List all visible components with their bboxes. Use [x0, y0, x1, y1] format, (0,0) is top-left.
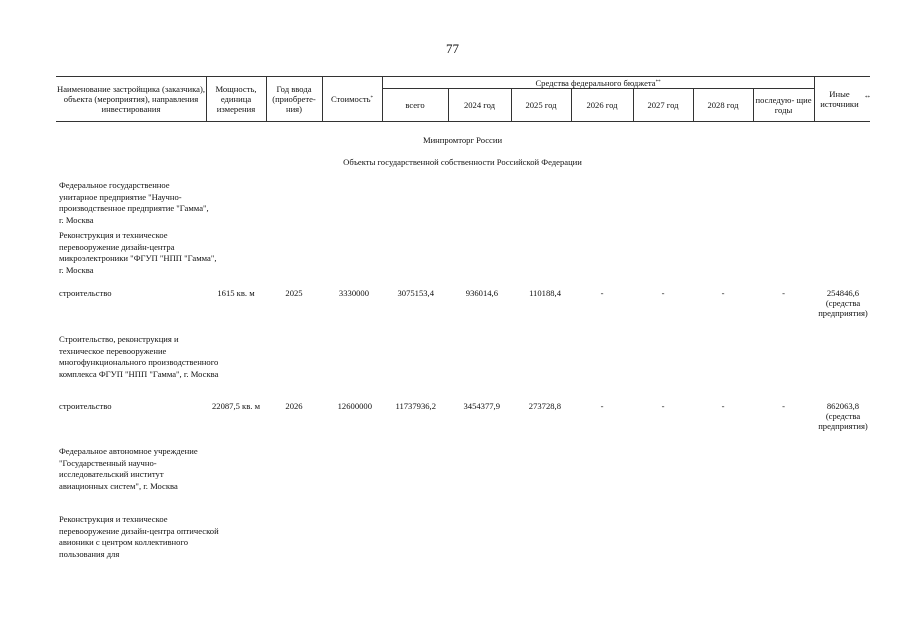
header-year: Год ввода (приобрете- ния) — [272, 84, 316, 114]
header-2024: 2024 год — [463, 100, 496, 110]
row-capacity: 22087,5 кв. м — [211, 401, 261, 411]
row-2028: - — [721, 288, 725, 298]
other-note: (средства предприятия) — [818, 411, 868, 431]
header-2028: 2028 год — [707, 100, 739, 110]
page-number: 77 — [446, 41, 459, 56]
row-2026: - — [600, 401, 604, 411]
row-2027: - — [661, 288, 665, 298]
row-2025: 273728,8 — [528, 401, 561, 411]
row-label: строительство — [59, 288, 112, 298]
row-year: 2026 — [285, 401, 303, 411]
project-design-center: Реконструкция и техническое перевооружение дизайн-центра микроэлектроники "ФГУП "НПП "Гамма", г. Москва — [59, 230, 217, 275]
other-value: 254846,6 — [826, 288, 860, 298]
header-cost: Стоимость * — [330, 94, 374, 104]
row-2025: 110188,4 — [529, 288, 561, 298]
row-other-sources — [807, 288, 879, 318]
row-capacity: 1615 кв. м — [217, 288, 255, 298]
header-total: всего — [405, 100, 425, 110]
project-production-complex: Строительство, реконструкция и техническое перевооружение многофункционального производственного комплекса ФГУП "НПП "Гамма", г. Москва — [59, 334, 219, 379]
other-value: 862063,8 — [826, 401, 860, 411]
header-later-years: последую- щие годы — [755, 95, 812, 115]
row-2027: - — [661, 401, 665, 411]
project-optical-avionics: Реконструкция и техническое перевооружение дизайн-центра оптической авионики с центром коллективного пользования для — [59, 514, 219, 559]
category-heading: Объекты государственной собственности Российской Федерации — [343, 157, 582, 167]
header-other-sources: Иные источники ** — [820, 89, 870, 109]
row-later-years: - — [782, 288, 785, 298]
row-total: 3075153,4 — [397, 288, 434, 298]
row-other-sources — [807, 401, 879, 431]
organization-gamma: Федеральное государственное унитарное предприятие "Научно-производственное предприятие "Гамма", г. Москва — [59, 180, 209, 225]
row-year: 2025 — [285, 288, 303, 298]
row-later-years: - — [782, 401, 785, 411]
header-2027: 2027 год — [647, 100, 679, 110]
header-2025: 2025 год — [525, 100, 557, 110]
ministry-heading: Минпромторг России — [422, 135, 503, 145]
row-label: строительство — [59, 401, 112, 411]
row-2024: 3454377,9 — [463, 401, 500, 411]
row-2026: - — [600, 288, 604, 298]
header-2026: 2026 год — [586, 100, 618, 110]
other-note: (средства предприятия) — [818, 298, 868, 318]
header-name: Наименование застройщика (заказчика), объекта (мероприятия), направления инвестирования — [57, 84, 205, 114]
organization-gosniias: Федеральное автономное учреждение "Государственный научно-исследовательский институт авиационных систем", г. Москва — [59, 446, 198, 491]
row-total: 11737936,2 — [395, 401, 436, 411]
row-2028: - — [721, 401, 725, 411]
row-cost: 3330000 — [338, 288, 369, 298]
header-federal-budget: Средства федерального бюджета ** — [535, 77, 661, 88]
row-cost: 12600000 — [337, 401, 372, 411]
header-bottom-border — [56, 121, 870, 122]
row-2024: 936014,6 — [465, 288, 498, 298]
header-capacity: Мощность, единица измерения — [215, 84, 257, 114]
